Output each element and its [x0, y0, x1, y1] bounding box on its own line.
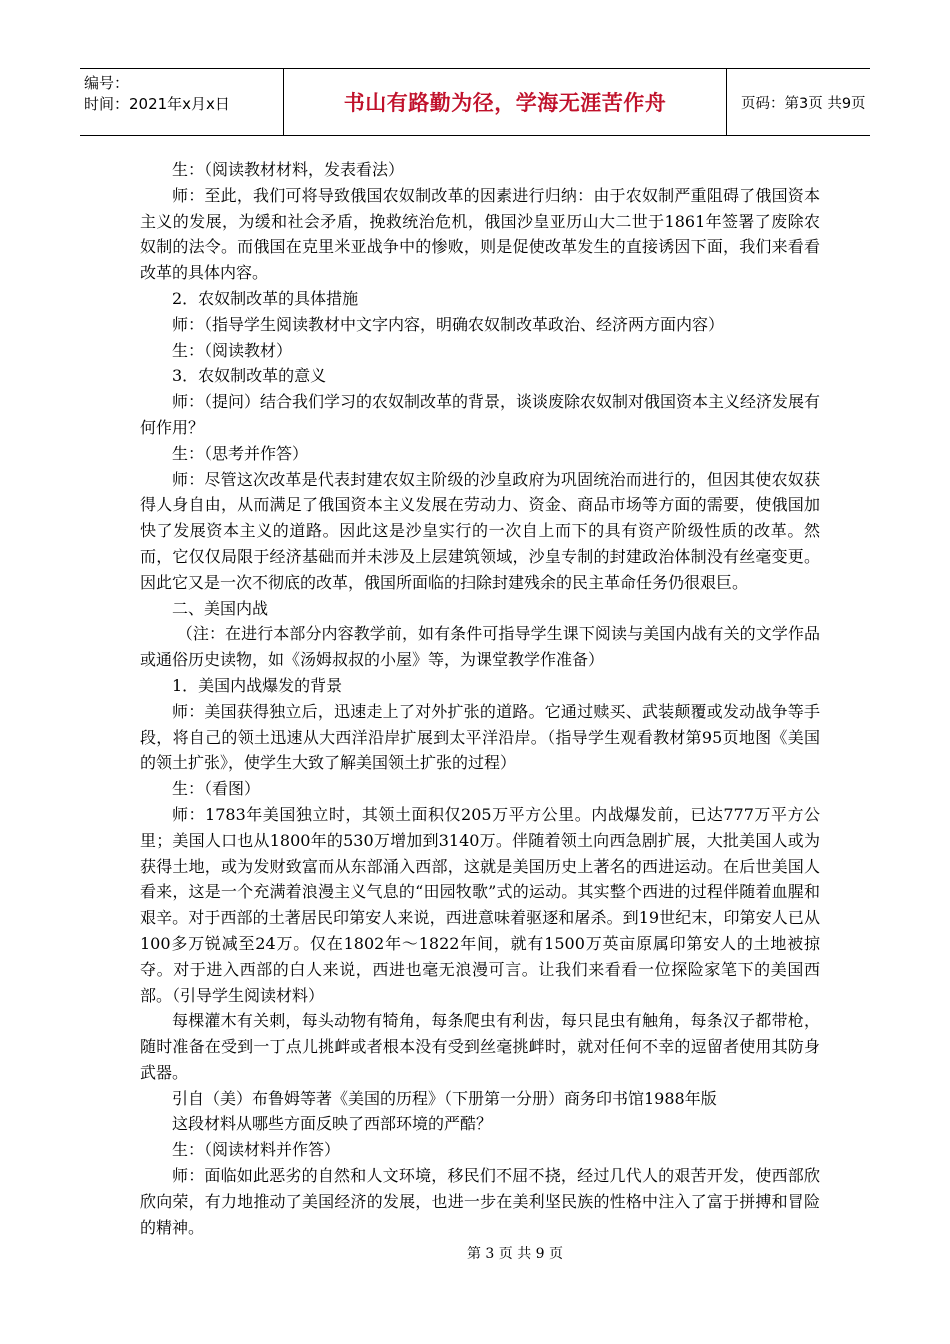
section-heading: 3．农奴制改革的意义 — [172, 366, 327, 386]
quoted-material: 每棵灌木有关刺，每头动物有犄角，每条爬虫有利齿，每只昆虫有触角，每条汉子都带枪，随时准备在受到一丁点儿挑衅或者根本没有受到丝毫挑衅时，就对任何不幸的逗留者使用其防身武器。 — [140, 1011, 820, 1082]
paragraph: 师：面临如此恶劣的自然和人文环境，移民们不屈不挠，经过几代人的艰苦开发，使西部欣欣向荣，有力地推动了美国经济的发展，也进一步在美利坚民族的性格中注入了富于拼搏和冒险的精神。 — [140, 1166, 820, 1237]
page-footer: 第 3 页 共 9 页 — [466, 1246, 564, 1262]
paragraph: 师：尽管这次改革是代表封建农奴主阶级的沙皇政府为巩固统治而进行的，但因其使农奴获得人身自由，从而满足了俄国资本主义发展在劳动力、资金、商品市场等方面的需要，使俄国加快了发展资本主义的道路。因此这是沙皇实行的一次自上而下的具有资产阶级性质的改革。然而，它仅仅局限于经济基础而并未涉及上层建筑领域，沙皇专制的封建政治体制没有丝毫变更。因此它又是一次不彻底的改革，俄国所面临的扫除封建残余的民主革命任务仍很艰巨。 — [140, 469, 820, 592]
paragraph: 生：（阅读材料并作答） — [172, 1140, 341, 1160]
header-info — [80, 69, 283, 135]
paragraph: 师：至此，我们可将导致俄国农奴制改革的因素进行归纳：由于农奴制严重阻碍了俄国资本主义的发展，为缓和社会矛盾，挽救统治危机，俄国沙皇亚历山大二世于1861年签署了废除农奴制的法令。而俄国在克里米亚战争中的惨败，则是促使改革发生的直接诱因下面，我们来看看改革的具体内容。 — [140, 185, 820, 283]
paragraph: 生：（阅读教材材料，发表看法） — [172, 160, 405, 179]
section-heading: 二、美国内战 — [172, 598, 269, 618]
citation: 引自（美）布鲁姆等著《美国的历程》（下册第一分册）商务印书馆1988年版 — [172, 1088, 717, 1108]
paragraph: 师：（提问）结合我们学习的农奴制改革的背景，谈谈废除农奴制对俄国资本主义经济发展有何作用？ — [140, 392, 821, 437]
teaching-note: （注：在进行本部分内容教学前，如有条件可指导学生课下阅读与美国内战有关的文学作品或通俗历史读物，如《汤姆叔叔的小屋》等，为课堂教学作准备） — [140, 624, 820, 670]
section-heading: 1．美国内战爆发的背景 — [172, 675, 343, 695]
page-header — [80, 68, 870, 136]
number-label: 编号： — [84, 74, 130, 92]
date-label: 时间：2021年x月x日 — [84, 95, 230, 113]
header-page-code: 页码：第3页 共9页 — [741, 95, 866, 112]
section-heading: 2．农奴制改革的具体措施 — [172, 288, 359, 308]
paragraph: 师：1783年美国独立时，其领土面积仅205万平方公里。内战爆发前，已达777万平方公里；美国人口也从1800年的530万增加到3140万。伴随着领土向西急剧扩展，大批美国人或为获得土地，或为发财致富而从东部涌入西部，这就是美国历史上著名的西进运动。在后世美国人看来，这是一个充满着浪漫主义气息的“田园牧歌”式的运动。其实整个西进的过程伴随着血腥和艰辛。对于西部的土著居民印第安人来说，西进意味着驱逐和屠杀。到19世纪末，印第安人已从100多万锐减至24万。仅在1802年～1822年间，就有1500万英亩原属印第安人的土地被掠夺。对于进入西部的白人来说，西进也毫无浪漫可言。让我们来看看一位探险家笔下的美国西部。（引导学生阅读材料） — [140, 804, 820, 1005]
paragraph: 生：（看图） — [172, 779, 261, 799]
paragraph: 这段材料从哪些方面反映了西部环境的严酷？ — [172, 1114, 493, 1134]
paragraph: 师：（指导学生阅读教材中文字内容，明确农奴制改革政治、经济两方面内容） — [172, 314, 725, 334]
paragraph: 师：美国获得独立后，迅速走上了对外扩张的道路。它通过赎买、武装颠覆或发动战争等手段，将自己的领土迅速从大西洋沿岸扩展到太平洋沿岸。（指导学生观看教材第95页地图《美国的领土扩张》，使学生大致了解美国领土扩张的过程） — [140, 701, 820, 773]
document-body — [140, 157, 820, 1240]
paragraph: 生：（阅读教材） — [172, 340, 293, 360]
paragraph: 生：（思考并作答） — [172, 443, 309, 463]
header-motto: 书山有路勤为径，学海无涯苦作舟 — [283, 69, 727, 135]
